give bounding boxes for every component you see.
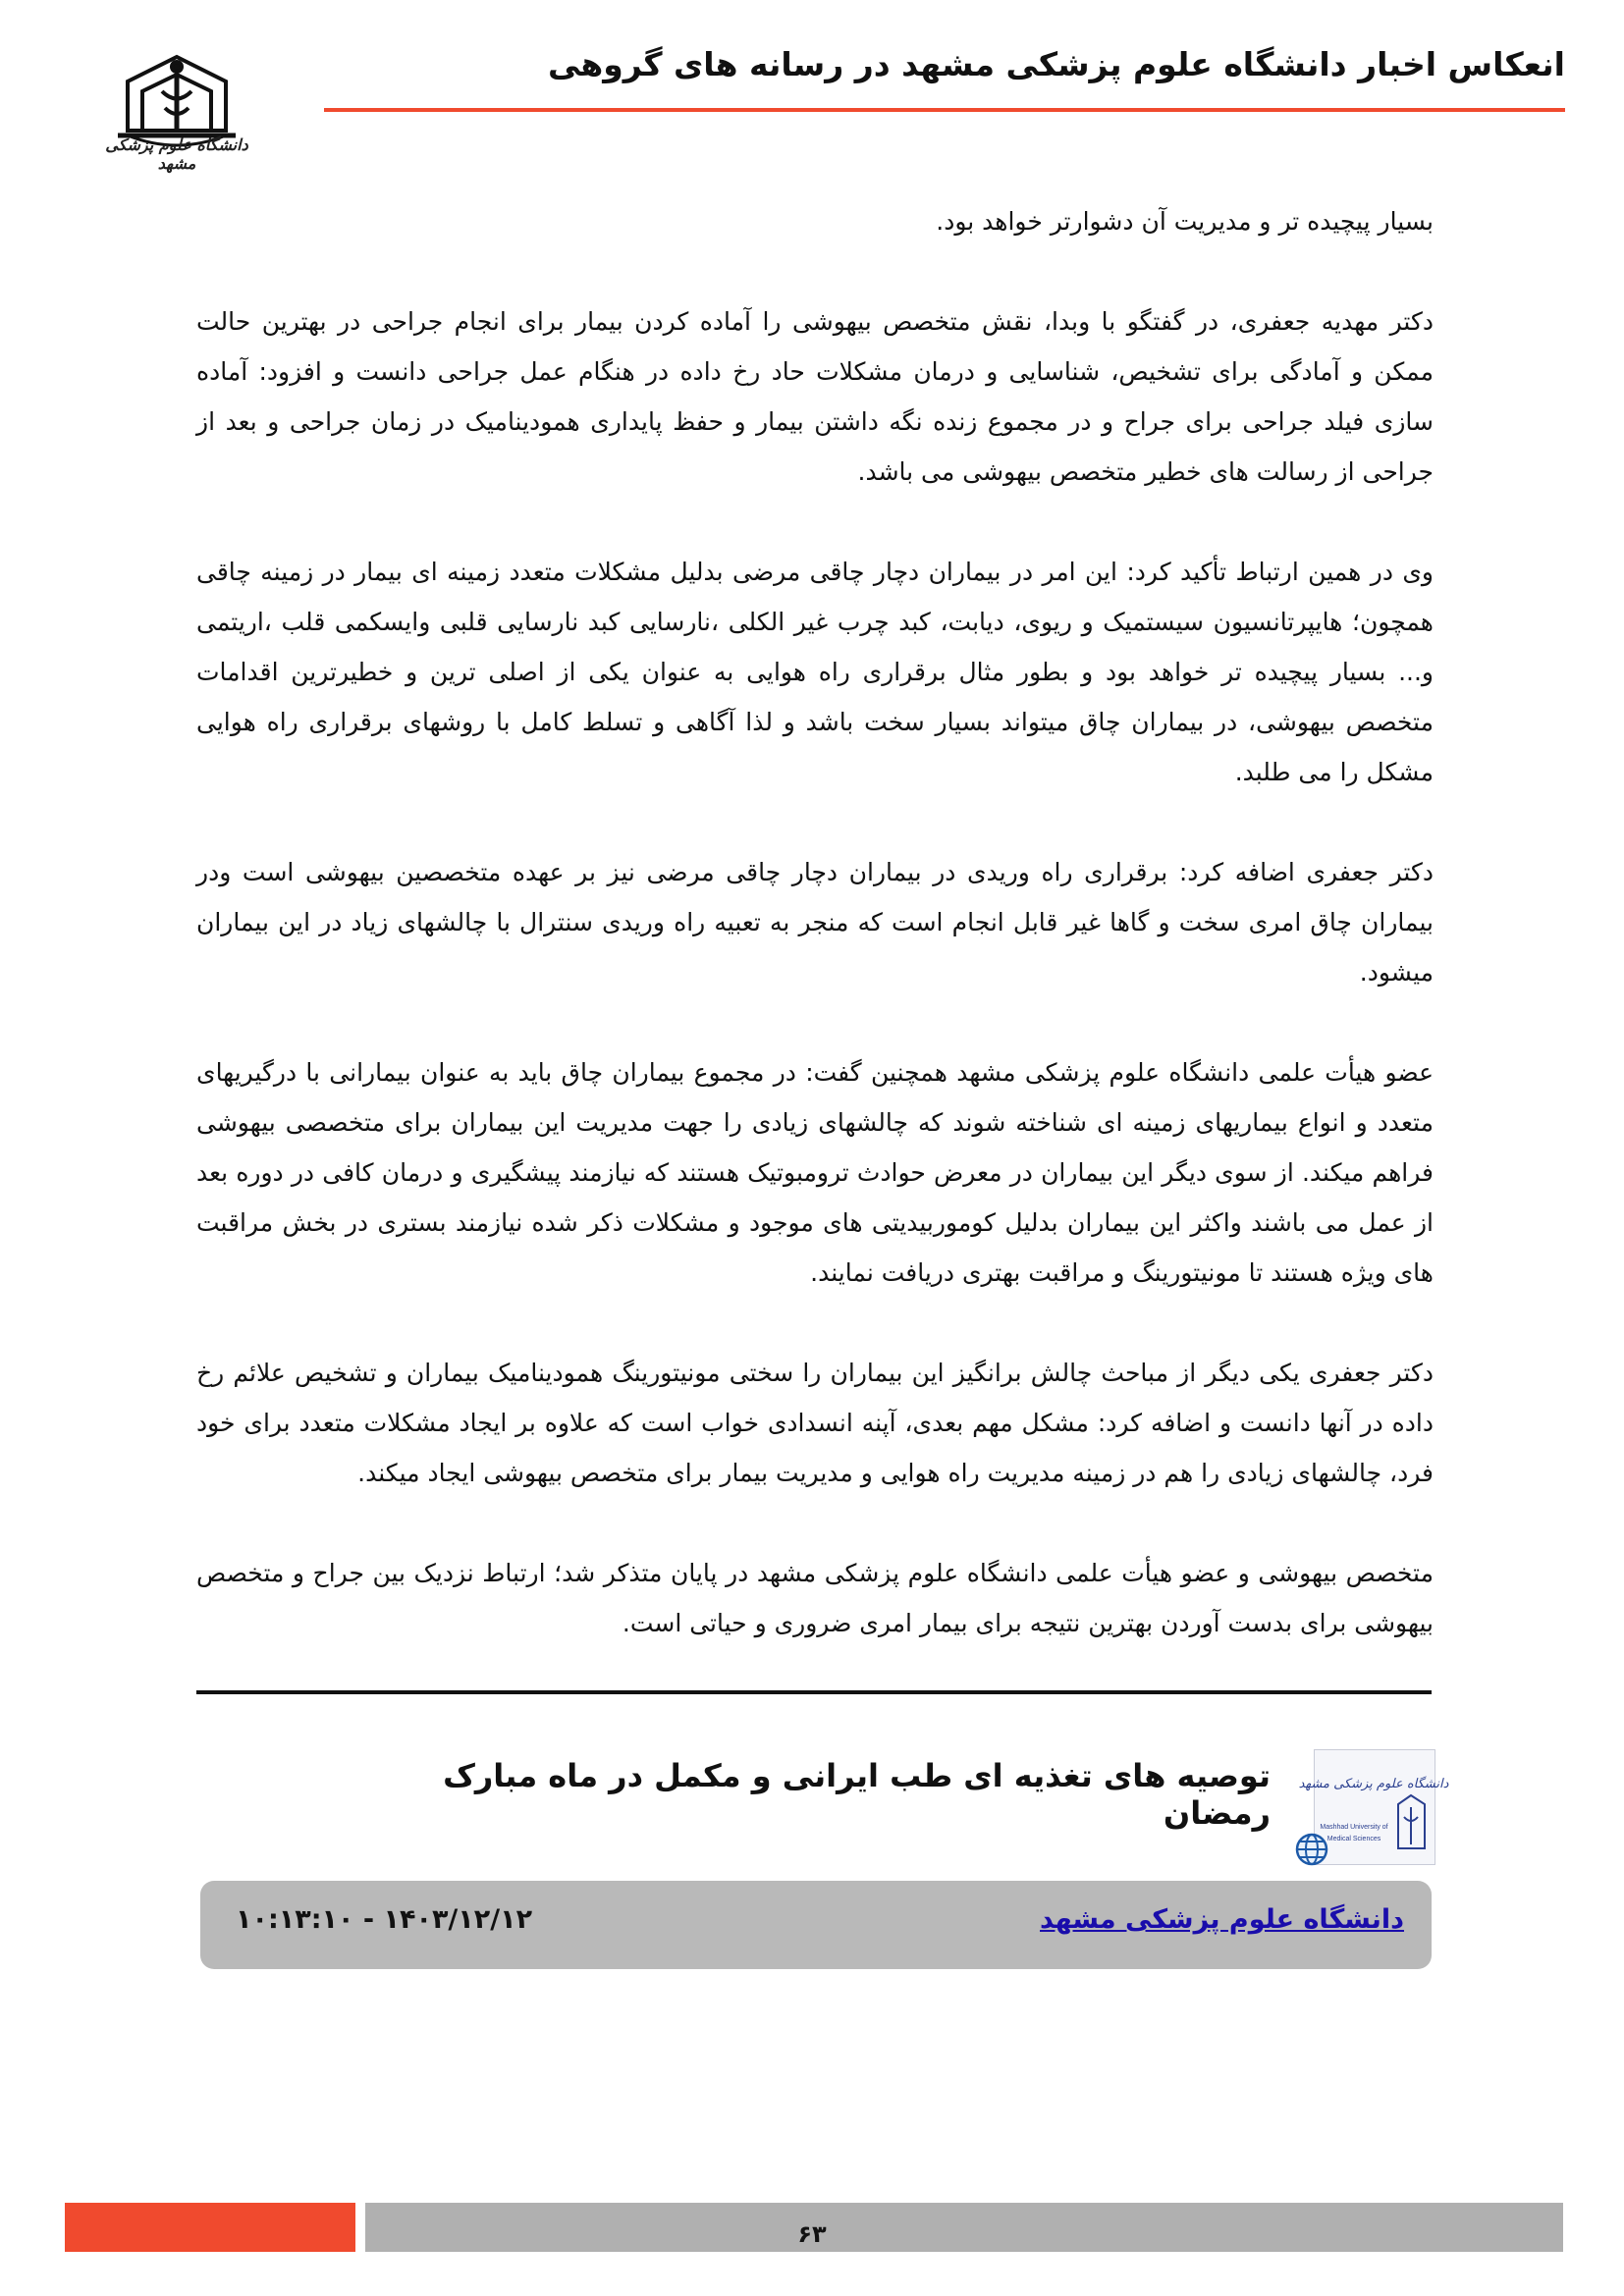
header-rule: [324, 108, 1565, 112]
article-paragraph: وی در همین ارتباط تأکید کرد: این امر در بیماران دچار چاقی مرضی بدلیل مشکلات متعدد زمینه ای بیمار در زمینه چاقی همچون؛ هایپرتانسیون سیستمیک و ریوی، دیابت، کبد چرب غیر الکلی ،نارسایی کبد نارسایی قلبی وایسکمی قلب ،اریتمی و... بسیار پیچیده تر خواهد بود و بطور مثال برقراری راه هوایی به عنوان یکی از اصلی ترین و خطیرترین اقدامات متخصص بیهوشی، در بیماران چاق میتواند بسیار سخت باشد و لذا آگاهی و تسلط کامل با روشهای برقراری راه هوایی مشکل را می طلبد.: [196, 558, 1434, 786]
article-paragraph: عضو هیأت علمی دانشگاه علوم پزشکی مشهد همچنین گفت: در مجموع بیماران چاق باید به عنوان بیمارانی با درگیریهای متعدد و انواع بیماریهای زمینه ای شناخته شوند که چالشهای زیادی را جهت مدیریت این بیماران برای متخصصی بیهوشی فراهم میکند. از سوی دیگر این بیماران در معرض حوادث ترومبوتیک هستند که نیازمند پیشگیری و درمان کافی در دوره بعد از عمل می باشند واکثر این بیماران بدلیل کوموربیدیتی های موجود و مشکلات ذکر شده نیازمند بستری در بخش مراقبت های ویژه هستند تا مونیتورینگ و مراقبت بهتری دریافت نمایند.: [196, 1058, 1434, 1287]
source-bar: [200, 1881, 1432, 1969]
thumb-caption-en-2: Medical Sciences: [1326, 1836, 1381, 1842]
article-paragraph: دکتر جعفری یکی دیگر از مباحث چالش برانگیز این بیماران را سختی مونیتورینگ همودینامیک بیماران و تشخیص علائم رخ داده در آنها دانست و اضافه کرد: مشکل مهم بعدی، آپنه انسدادی خواب است که علاوه بر ایجاد مشکلات متعدد برای خود فرد، چالشهای زیادی را هم در زمینه مدیریت راه هوایی و مدیریت بیمار برای متخصص بیهوشی ایجاد میکند.: [196, 1359, 1434, 1487]
related-news-title[interactable]: توصیه های تغذیه ای طب ایرانی و مکمل در ماه مبارک رمضان: [443, 1757, 1271, 1832]
source-link[interactable]: دانشگاه علوم پزشکی مشهد: [1040, 1904, 1404, 1935]
page-header-title: انعکاس اخبار دانشگاه علوم پزشکی مشهد در رسانه های گروهی: [548, 45, 1565, 83]
article-paragraph: بسیار پیچیده تر و مدیریت آن دشوارتر خواهد بود.: [936, 207, 1434, 236]
source-datetime: ۱۴۰۳/۱۲/۱۲ - ۱۰:۱۳:۱۰: [236, 1904, 533, 1935]
article-paragraph: دکتر جعفری اضافه کرد: برقراری راه وریدی در بیماران دچار چاقی مرضی نیز بر عهده متخصصین بیهوشی است ودر بیماران چاق امری سخت و گاها غیر قابل انجام است که منجر به تعبیه راه وریدی سنترال با چالشهای زیاد در این بیماران میشود.: [196, 858, 1434, 987]
section-divider: [196, 1690, 1432, 1694]
logo-caption: دانشگاه علوم پزشکی مشهد: [105, 135, 248, 173]
article-body: [196, 196, 1434, 1698]
thumb-caption-en-1: Mashhad University of: [1320, 1824, 1388, 1831]
thumb-caption-fa: دانشگاه علوم پزشکی مشهد: [1298, 1777, 1449, 1791]
news-thumbnail[interactable]: [1298, 1749, 1449, 1865]
article-paragraph: دکتر مهدیه جعفری، در گفتگو با وبدا، نقش متخصص بیهوشی را آماده کردن بیمار برای انجام جراحی در بهترین حالت ممکن و آمادگی برای تشخیص، شناسایی و درمان مشکلات حاد رخ داده در هنگام عمل جراحی دانست و افزود: آماده سازی فیلد جراحی برای جراح و در مجموع زنده نگه داشتن بیمار و حفظ پایداری همودینامیک در زمان جراحی و بعد از جراحی از رسالت های خطیر متخصص بیهوشی می باشد.: [196, 307, 1434, 486]
globe-icon[interactable]: [1294, 1832, 1329, 1867]
page-number: ۶۳: [797, 2220, 827, 2248]
article-paragraph: متخصص بیهوشی و عضو هیأت علمی دانشگاه علوم پزشکی مشهد در پایان متذکر شد؛ ارتباط نزدیک بین جراح و متخصص بیهوشی برای بدست آوردن بهترین نتیجه برای بیمار امری ضروری و حیاتی است.: [196, 1559, 1434, 1637]
